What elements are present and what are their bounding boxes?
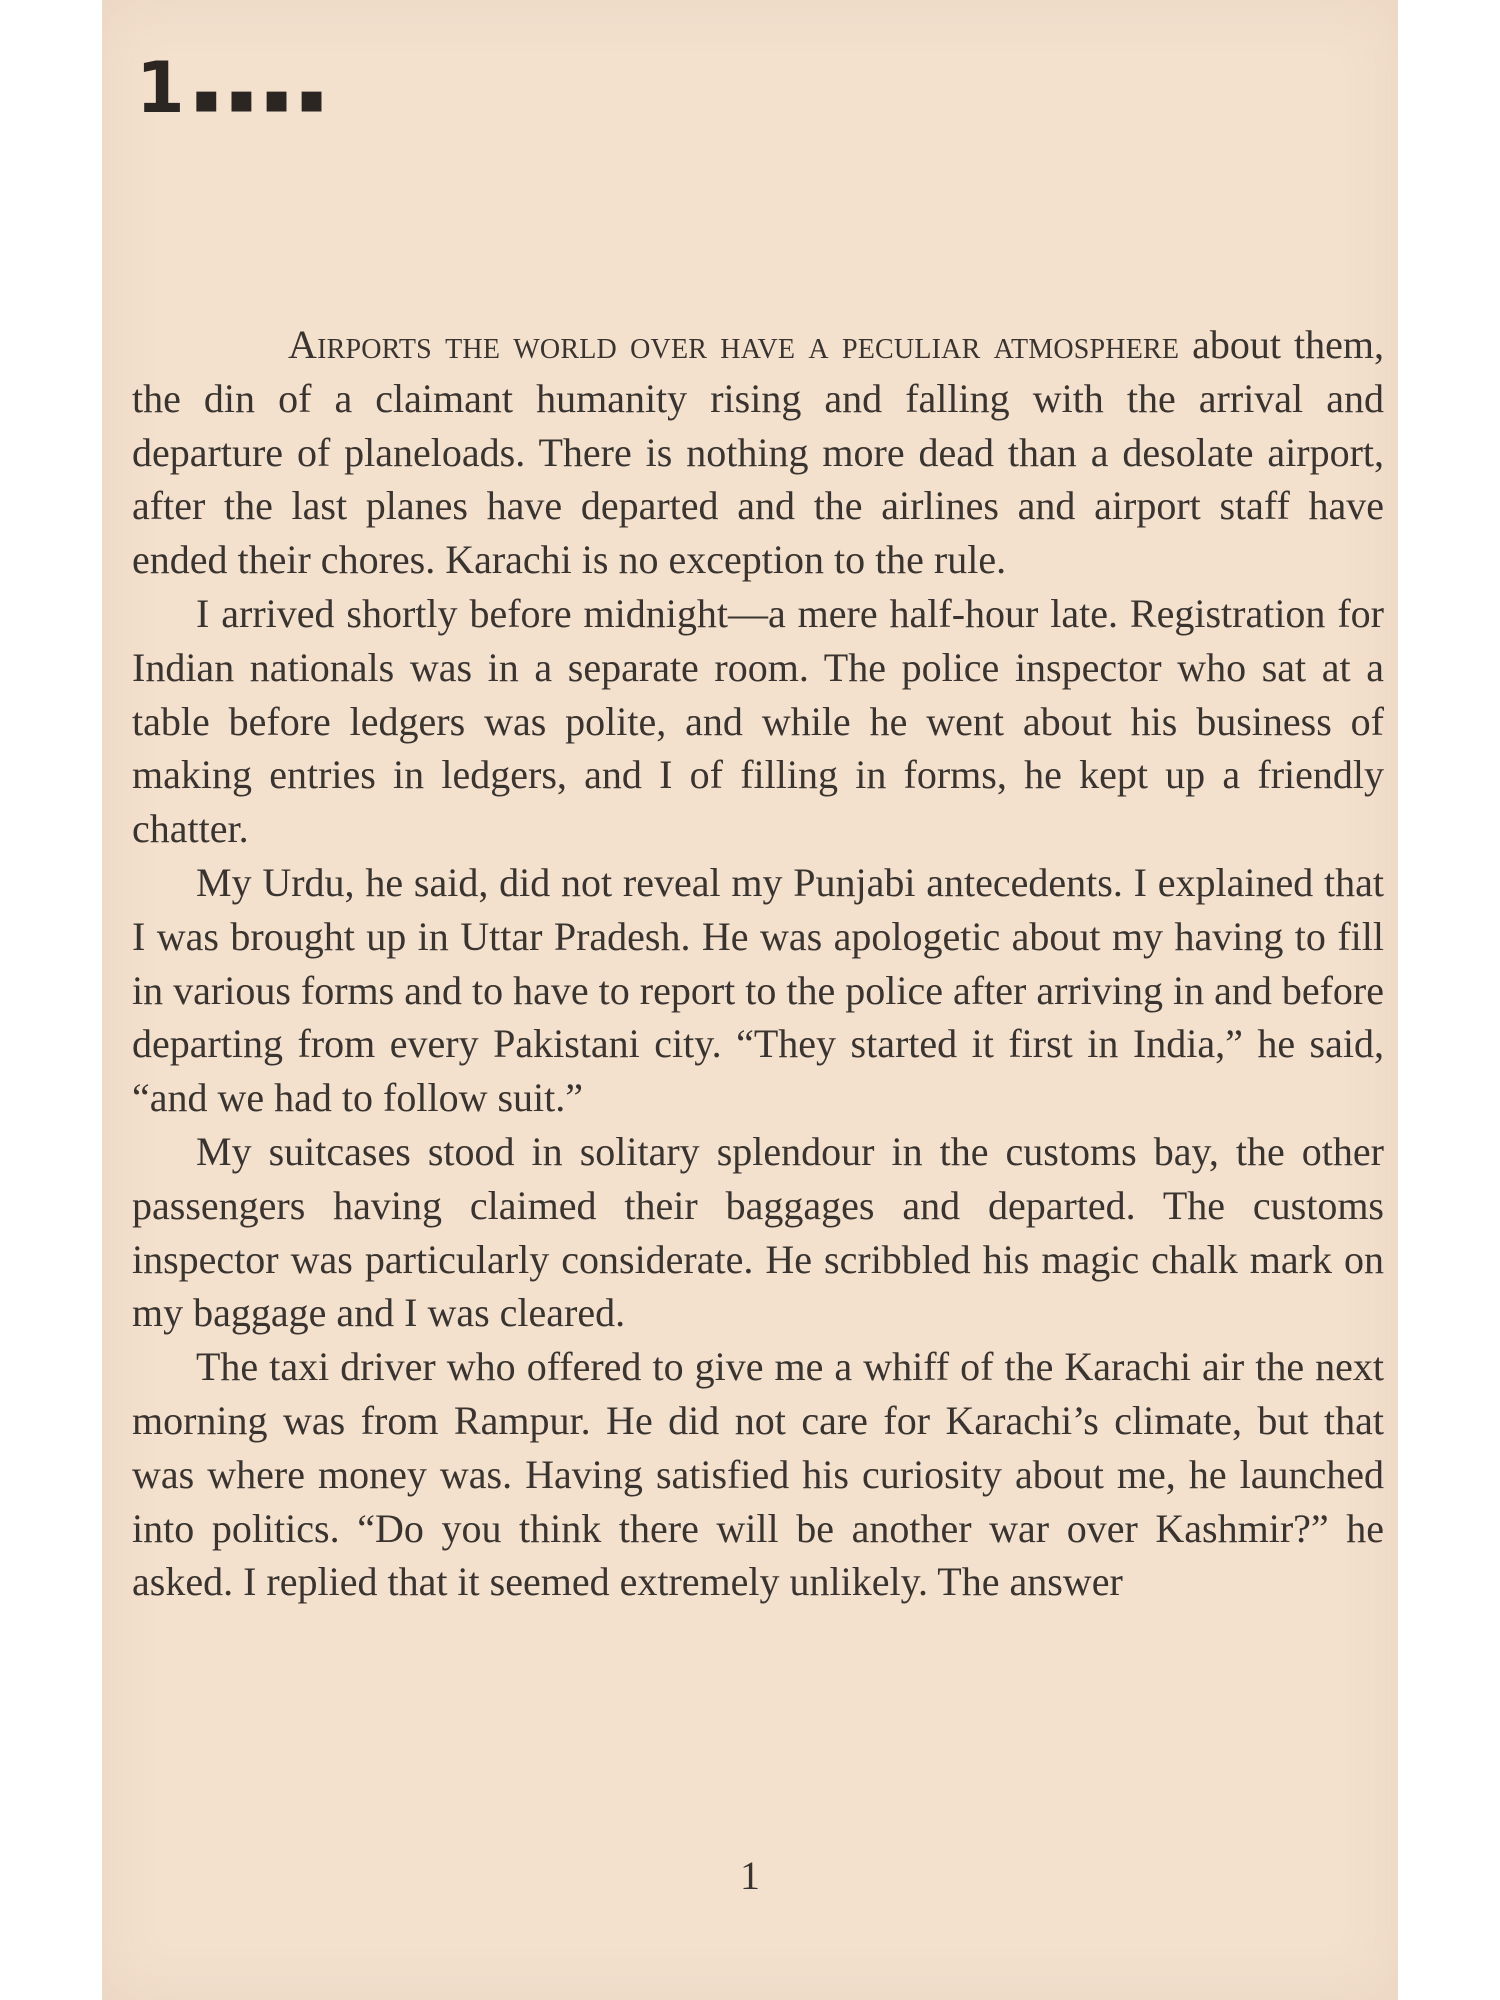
book-page (102, 0, 1398, 2000)
chapter-number: 1 (136, 47, 185, 129)
paragraph-4: My suitcases stood in solitary splendour in the customs bay, the other passengers having claimed their baggages and departed. The customs inspector was particularly considerate. He scribbled his magic chalk mark on my baggage and I was cleared. (132, 1128, 1384, 1336)
chapter-dots: ▪▪▪▪ (192, 76, 334, 122)
body-text (132, 318, 1384, 1609)
paragraph-2: I arrived shortly before midnight—a mere half-hour late. Registration for Indian nationals was in a separate room. The police inspector who sat at a table before ledgers was polite, and while he went about his business of making entries in ledgers, and I of filling in forms, he kept up a friendly chatter. (132, 590, 1384, 852)
chapter-heading (136, 48, 333, 139)
paragraph-1-lead-caps: Airports the world over have a peculiar atmosphere (288, 322, 1180, 367)
paragraph-1 (132, 318, 1384, 587)
paragraph-5: The taxi driver who offered to give me a whiff of the Karachi air the next morning was from Rampur. He did not care for Karachi’s climate, but that was where money was. Having satisfied his curiosity about me, he launched into politics. “Do you think there will be another war over Kashmir?” he asked. I replied that it seemed extremely unlikely. The answer (132, 1344, 1384, 1605)
page-number: 1 (740, 1853, 760, 1898)
paragraph-1-text: about them, the din of a claimant humanity rising and falling with the arrival and departure of planeloads. There is nothing more dead than a desolate airport, after the last planes have departed and the airlines and airport staff have ended their chores. Karachi is no exception to the rule. (132, 322, 1384, 583)
paragraph-3: My Urdu, he said, did not reveal my Punjabi antecedents. I explained that I was brought up in Uttar Pradesh. He was apologetic about my having to fill in various forms and to have to report to the police after arriving in and before departing from every Pakistani city. “They started it first in India,” he said, “and we had to follow suit.” (132, 859, 1384, 1121)
